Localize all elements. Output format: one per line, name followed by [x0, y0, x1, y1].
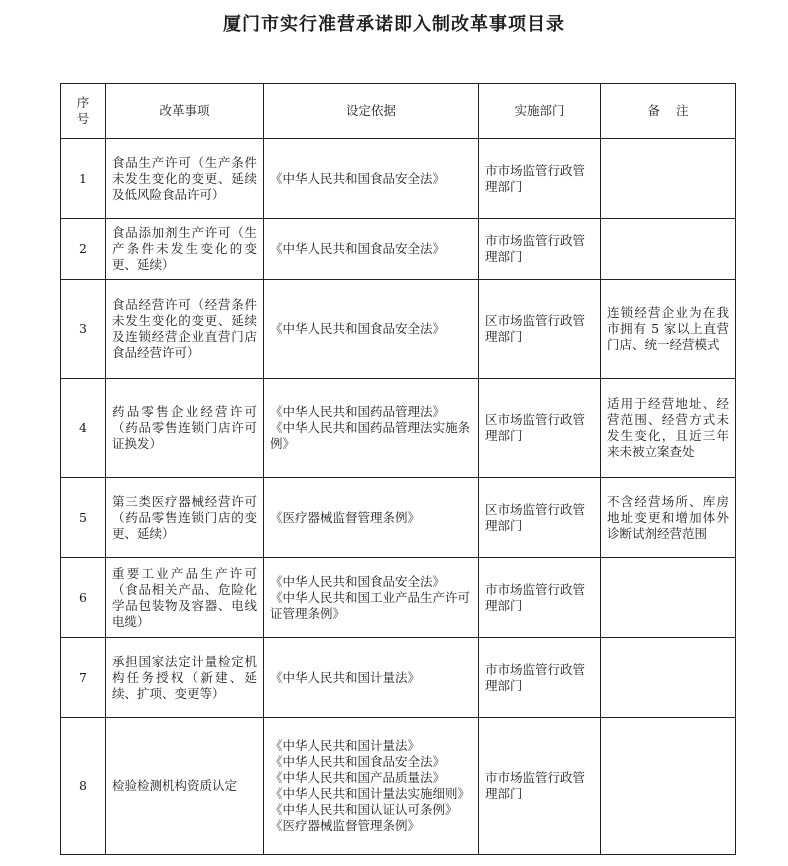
header-note: 备 注	[601, 84, 736, 139]
row-basis	[264, 379, 479, 478]
basis-law: 《中华人民共和国产品质量法》	[270, 770, 446, 785]
row-basis	[264, 478, 479, 558]
row-item: 食品添加剂生产许可（生产条件未发生变化的变更、延续）	[106, 219, 264, 280]
row-dept: 市市场监管行政管理部门	[479, 638, 601, 718]
basis-law: 《中华人民共和国食品安全法》	[270, 754, 446, 769]
row-item: 承担国家法定计量检定机构任务授权（新建、延续、扩项、变更等）	[106, 638, 264, 718]
basis-law: 《中华人民共和国食品安全法》	[270, 321, 446, 336]
basis-law: 《中华人民共和国食品安全法》	[270, 573, 446, 589]
header-dept: 实施部门	[479, 84, 601, 139]
basis-law: 《中华人民共和国食品安全法》	[270, 170, 446, 186]
table-row	[61, 219, 736, 280]
row-item: 重要工业产品生产许可（食品相关产品、危险化学品包装物及容器、电线电缆）	[106, 558, 264, 638]
row-basis	[264, 638, 479, 718]
row-index: 1	[61, 139, 106, 219]
row-dept: 市市场监管行政管理部门	[479, 558, 601, 638]
page-title: 厦门市实行准营承诺即入制改革事项目录	[223, 14, 565, 35]
row-dept: 区市场监管行政管理部门	[479, 478, 601, 558]
table-row	[61, 478, 736, 558]
basis-law: 《医疗器械监督管理条例》	[270, 818, 421, 833]
row-note	[601, 638, 736, 718]
row-dept: 市市场监管行政管理部门	[479, 718, 601, 855]
row-index: 7	[61, 638, 106, 718]
row-note: 适用于经营地址、经营范围、经营方式未发生变化，且近三年来未被立案查处	[601, 379, 736, 478]
row-note: 连锁经营企业为在我市拥有 5 家以上直营门店、统一经营模式	[601, 280, 736, 379]
basis-law: 《中华人民共和国药品管理法》	[270, 404, 446, 419]
table-row	[61, 718, 736, 855]
row-index: 6	[61, 558, 106, 638]
row-item: 第三类医疗器械经营许可（药品零售连锁门店的变更、延续）	[106, 478, 264, 558]
table-row	[61, 280, 736, 379]
row-basis	[264, 219, 479, 280]
row-dept: 市市场监管行政管理部门	[479, 139, 601, 219]
reform-items-table	[60, 83, 736, 855]
row-index: 8	[61, 718, 106, 855]
row-note	[601, 558, 736, 638]
row-index: 3	[61, 280, 106, 379]
row-note	[601, 718, 736, 855]
basis-law: 《医疗器械监督管理条例》	[270, 509, 421, 525]
basis-law: 《中华人民共和国食品安全法》	[270, 241, 446, 256]
row-item: 食品生产许可（生产条件未发生变化的变更、延续及低风险食品许可）	[106, 139, 264, 219]
table-row	[61, 139, 736, 219]
row-basis	[264, 718, 479, 855]
row-index: 4	[61, 379, 106, 478]
basis-law: 《中华人民共和国计量法》	[270, 738, 421, 753]
basis-law: 《中华人民共和国工业产品生产许可证管理条例》	[270, 589, 471, 621]
header-index: 序 号	[61, 84, 106, 139]
row-basis	[264, 280, 479, 379]
basis-law: 《中华人民共和国计量法实施细则》	[270, 786, 471, 801]
row-index: 5	[61, 478, 106, 558]
row-item: 药品零售企业经营许可（药品零售连锁门店许可证换发）	[106, 379, 264, 478]
table-row	[61, 379, 736, 478]
basis-law: 《中华人民共和国药品管理法实施条例》	[270, 420, 471, 451]
row-index: 2	[61, 219, 106, 280]
row-note	[601, 139, 736, 219]
row-note	[601, 219, 736, 280]
row-note: 不含经营场所、库房地址变更和增加体外诊断试剂经营范围	[601, 478, 736, 558]
basis-law: 《中华人民共和国认证认可条例》	[270, 802, 458, 817]
row-item: 食品经营许可（经营条件未发生变化的变更、延续及连锁经营企业直营门店食品经营许可）	[106, 280, 264, 379]
row-item: 检验检测机构资质认定	[106, 718, 264, 855]
row-basis	[264, 558, 479, 638]
header-basis: 设定依据	[264, 84, 479, 139]
row-dept: 区市场监管行政管理部门	[479, 280, 601, 379]
row-basis	[264, 139, 479, 219]
table-row	[61, 638, 736, 718]
table-header-row	[61, 84, 736, 139]
table-row	[61, 558, 736, 638]
row-dept: 区市场监管行政管理部门	[479, 379, 601, 478]
header-item: 改革事项	[106, 84, 264, 139]
row-dept: 市市场监管行政管理部门	[479, 219, 601, 280]
basis-law: 《中华人民共和国计量法》	[270, 669, 421, 685]
